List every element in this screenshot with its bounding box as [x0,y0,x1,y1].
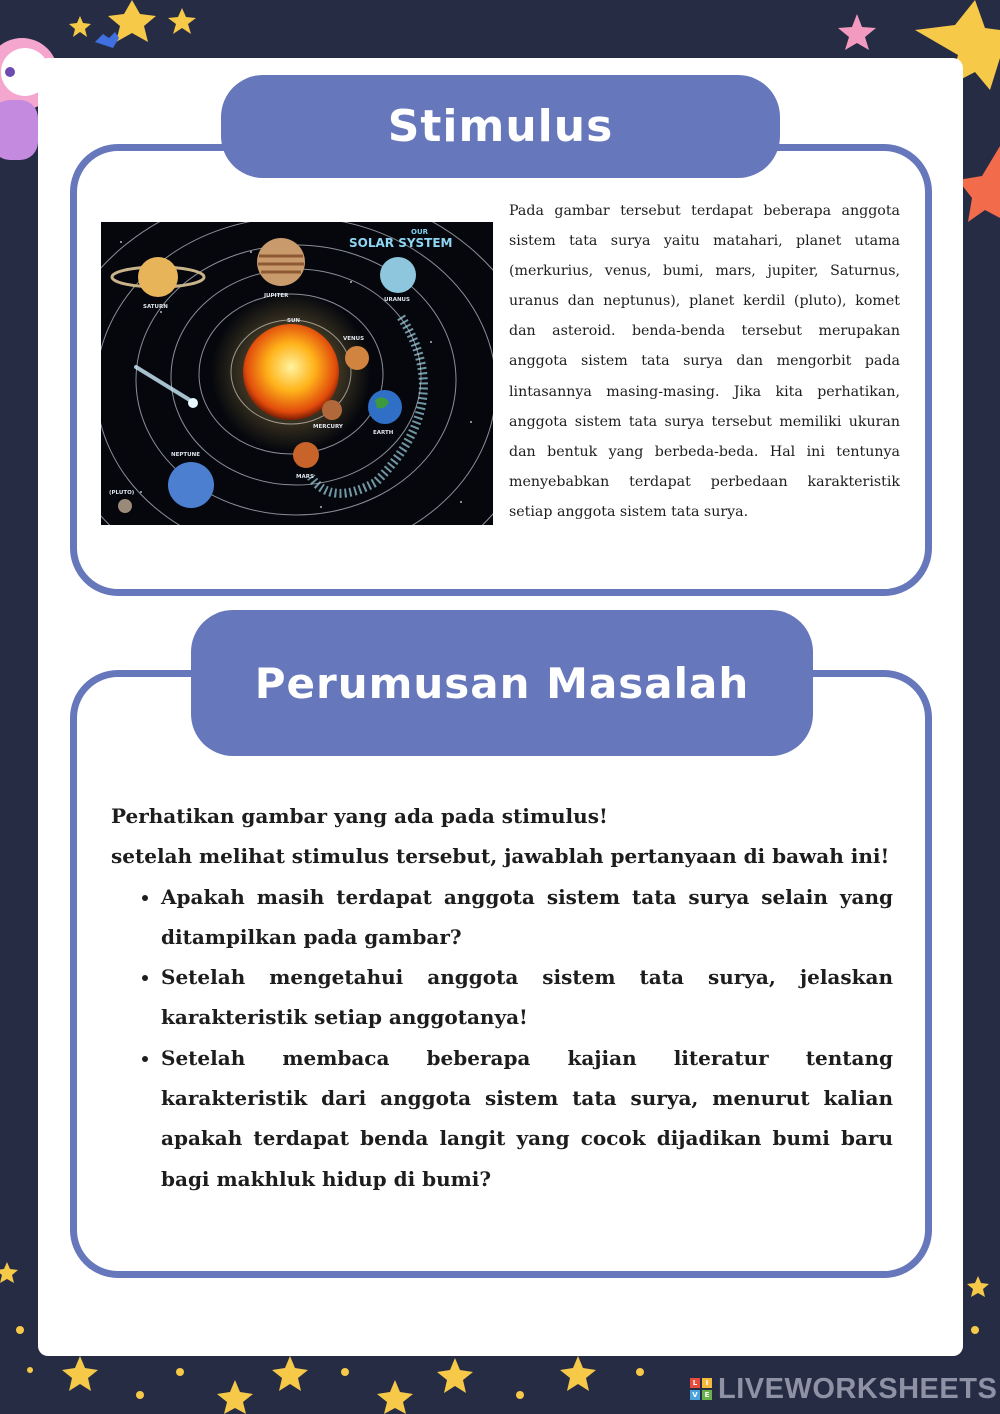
label-jupiter: JUPITER [264,293,289,299]
logo-letter: I [702,1378,712,1388]
label-venus: VENUS [343,336,365,342]
dot-decoration [27,1367,33,1373]
problem-title: Perumusan Masalah [191,610,813,756]
question-list [111,877,893,1199]
logo-letter: E [702,1390,712,1400]
star-decoration [69,16,91,37]
star-decoration [560,1356,596,1391]
problem-intro-1: Perhatikan gambar yang ada pada stimulus! [111,804,608,828]
pink-star-decoration [838,14,876,50]
brand-footer [690,1373,997,1405]
label-saturn: SATURN [143,304,168,310]
brand-logo-icon [690,1378,712,1400]
star-decoration [0,1262,18,1283]
star-decoration [168,8,196,34]
brand-name: LIVEWORKSHEETS [718,1372,998,1405]
image-heading: SOLAR SYSTEM [349,236,453,250]
planet-jupiter [257,238,305,286]
dot-decoration [136,1391,144,1399]
planet-neptune [168,462,214,508]
stimulus-title: Stimulus [221,75,780,178]
label-pluto: (PLUTO) [109,490,135,496]
label-earth: EARTH [373,430,394,436]
star-decoration [437,1358,473,1393]
dot-decoration [636,1368,644,1376]
label-mars: MARS [296,474,314,480]
question-item: • Setelah mengetahui anggota sistem tata surya, jelaskan karakteristik setiap anggotanya! [161,957,893,1038]
dot-decoration [516,1391,524,1399]
star-decoration [377,1380,413,1414]
star-decoration [967,1276,989,1297]
logo-letter: L [690,1378,700,1388]
stimulus-text: Pada gambar tersebut terdapat beberapa anggota sistem tata surya yaitu matahari, planet utama (merkurius, venus, bumi, mars, jupiter, Saturnus, uranus dan neptunus), planet kerdil (pluto), komet dan asteroid. benda-benda tersebut merupakan anggota sistem tata surya dan mengorbit pada lintasannya masing-masing. Jika kita perhatikan, anggota sistem tata surya tersebut memiliki ukuran dan bentuk yang berbeda-beda. Hal ini tentunya menyebabkan terdapat perbedaan karakteristik setiap anggota sistem tata surya. [509,203,900,520]
dot-decoration [341,1368,349,1376]
question-item: • Setelah membaca beberapa kajian literatur tentang karakteristik dari anggota sistem tata surya, menurut kalian apakah terdapat benda langit yang cocok dijadikan bumi baru bagi makhluk hidup di bumi? [161,1038,893,1199]
label-mercury: MERCURY [313,424,343,430]
dot-decoration [176,1368,184,1376]
planet-mercury [322,400,342,420]
label-neptune: NEPTUNE [171,452,200,458]
planet-earth [368,390,402,424]
image-heading-small: OUR [411,228,429,236]
star-decoration [217,1380,253,1414]
problem-intro-2: setelah melihat stimulus tersebut, jawablah pertanyaan di bawah ini! [111,844,890,869]
planet-mars [293,442,319,468]
star-decoration [272,1356,308,1391]
label-uranus: URANUS [384,297,410,303]
question-item: • Apakah masih terdapat anggota sistem tata surya selain yang ditampilkan pada gambar? [161,877,893,958]
planet-saturn [138,257,178,297]
label-sun: SUN [287,318,301,324]
planet-venus [345,346,369,370]
star-decoration [62,1356,98,1391]
dot-decoration [16,1326,24,1334]
logo-letter: V [690,1390,700,1400]
orange-star-decoration [958,146,1000,222]
planet-uranus [380,257,416,293]
dot-decoration [971,1326,979,1334]
planet-pluto [118,499,132,513]
solar-system-image [101,222,493,525]
problem-content [111,796,893,1199]
